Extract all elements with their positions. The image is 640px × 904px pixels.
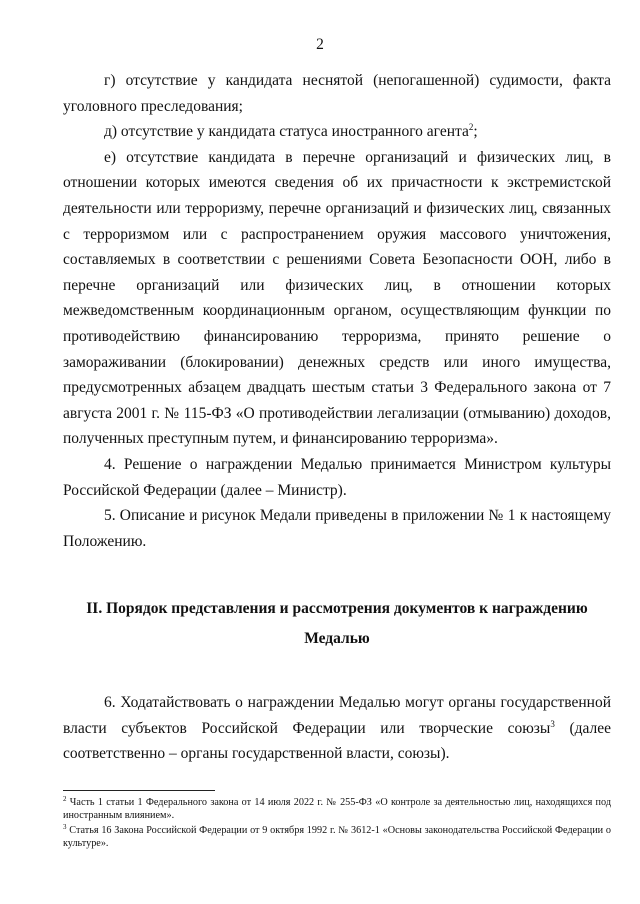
paragraph-d-end: ; [473, 123, 478, 141]
footnote-ref-2: 2 [468, 122, 474, 133]
footnote-3 [63, 824, 611, 850]
footnote-2 [63, 796, 611, 822]
paragraph-d-text: д) отсутствие у кандидата статуса иностранного агента [104, 123, 469, 141]
footnote-mark: 2 [63, 795, 67, 803]
footnote-text: Статья 16 Закона Российской Федерации от 9 октября 1992 г. № 3612-1 «Основы законодательства Российской Федерации о культуре». [63, 825, 611, 849]
paragraph-g: г) отсутствие у кандидата неснятой (непогашенной) судимости, факта уголовного преследования; [63, 72, 611, 115]
footnotes [63, 796, 611, 852]
section-heading-line1: II. Порядок представления и рассмотрения документов к награждению [86, 600, 588, 618]
paragraph-e: е) отсутствие кандидата в перечне организаций и физических лиц, в отношении которых имеются сведения об их причастности к экстремистской деятельности или терроризму, перечне организаций и физических лиц, связанных с терроризмом или с распространением оружия массового уничтожения, составляемых в соответствии с решениями Совета Безопасности ООН, либо в перечне организаций или физических лиц, в отношении которых межведомственным координационным органом, осуществляющим функции по противодействию финансированию терроризма, принято решение о замораживании (блокировании) денежных средств или иного имущества, предусмотренных абзацем двадцать шестым статьи 3 Федерального закона от 7 августа 2001 г. № 115-ФЗ «О противодействии легализации (отмыванию) доходов, полученных преступным путем, и финансированию терроризма». [63, 148, 611, 448]
paragraph-5: 5. Описание и рисунок Медали приведены в приложении № 1 к настоящему Положению. [63, 507, 611, 550]
footnote-divider [63, 790, 215, 791]
page-number: 2 [316, 36, 324, 53]
footnote-ref-3: 3 [550, 718, 555, 729]
paragraph-6 [63, 690, 611, 767]
footnote-text: Часть 1 статьи 1 Федерального закона от 14 июля 2022 г. № 255-ФЗ «О контроле за деятельностью лиц, находящихся под иностранным влиянием». [63, 797, 611, 821]
paragraph-d [63, 119, 611, 145]
section-heading-line2: Медалью [304, 630, 370, 648]
paragraph-4: 4. Решение о награждении Медалью принимается Министром культуры Российской Федерации (далее – Министр). [63, 455, 611, 499]
paragraph-6-end: (далее соответственно – органы государственной власти, союзы). [63, 719, 611, 763]
document-body [63, 68, 611, 767]
paragraph-6-start: 6. Ходатайствовать о награждении Медалью могут органы государственной власти субъектов Российской Федерации или творческие союзы [63, 694, 611, 737]
footnote-mark: 3 [63, 823, 67, 831]
section-heading [63, 594, 611, 654]
